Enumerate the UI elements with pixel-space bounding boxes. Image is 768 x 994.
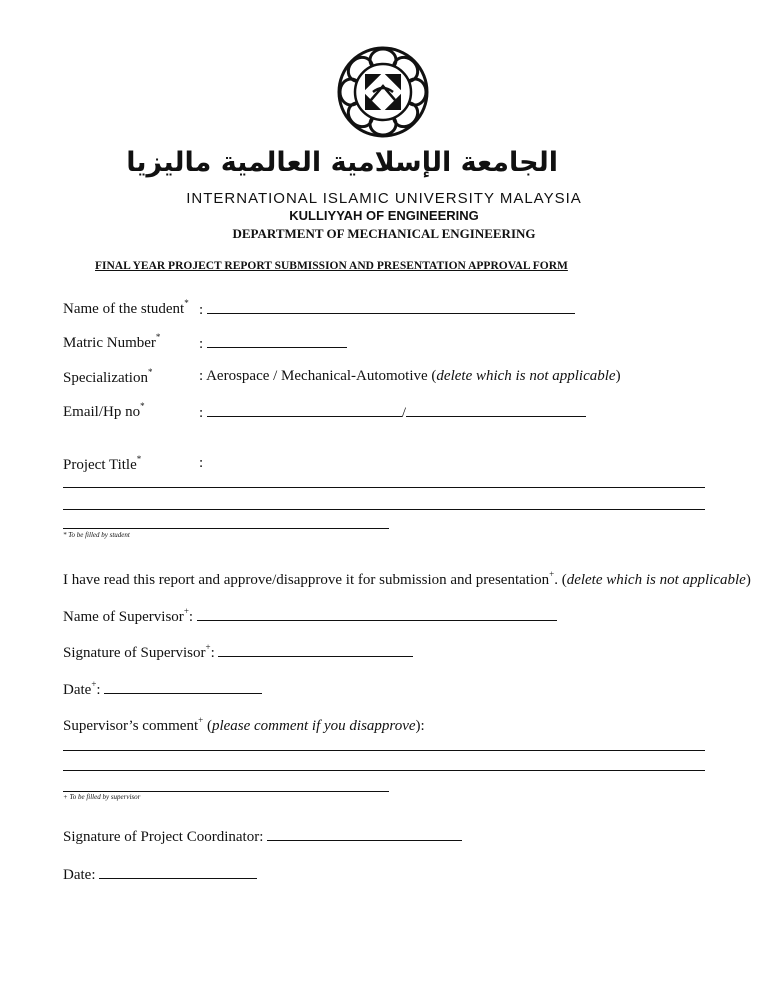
supervisor-signature-field[interactable]: Signature of Supervisor+: xyxy=(63,642,413,662)
email-hp-label: Email/Hp no* xyxy=(63,401,145,420)
coordinator-signature-field[interactable]: Signature of Project Coordinator: xyxy=(63,826,462,846)
matric-number-label: Matric Number* xyxy=(63,332,161,351)
supervisor-comment-label: Supervisor’s comment+ (please comment if you disapprove): xyxy=(63,715,425,734)
supervisor-comment-line-1[interactable] xyxy=(63,750,705,751)
project-title-line-3[interactable] xyxy=(63,528,389,529)
iium-emblem-icon xyxy=(333,42,433,142)
coordinator-date-field[interactable]: Date: xyxy=(63,864,257,884)
supervisor-name-field[interactable]: Name of Supervisor+: xyxy=(63,606,557,626)
project-title-label: Project Title* xyxy=(63,454,142,473)
project-title-line-2[interactable] xyxy=(63,509,705,510)
kulliyyah-name: KULLIYYAH OF ENGINEERING xyxy=(289,208,479,223)
project-title-line-1[interactable] xyxy=(63,487,705,488)
specialization-label: Specialization* xyxy=(63,367,153,386)
specialization-options[interactable]: : Aerospace / Mechanical-Automotive (delete which is not applicable) xyxy=(199,368,621,384)
supervisor-comment-line-2[interactable] xyxy=(63,770,705,771)
student-name-field[interactable]: : xyxy=(199,299,575,319)
supervisor-comment-line-3[interactable] xyxy=(63,791,389,792)
student-footnote: * To be filled by student xyxy=(63,531,130,539)
student-name-label: Name of the student* xyxy=(63,298,189,317)
approval-statement: I have read this report and approve/disapprove it for submission and presentation+. (delete which is not applicable) xyxy=(63,569,751,588)
supervisor-date-field[interactable]: Date+: xyxy=(63,679,262,699)
form-title: FINAL YEAR PROJECT REPORT SUBMISSION AND PRESENTATION APPROVAL FORM xyxy=(95,260,568,272)
project-title-colon: : xyxy=(199,455,204,471)
arabic-university-name: الجامعة الإسلامية العالمية ماليزيا xyxy=(126,147,558,178)
email-hp-field[interactable]: : / xyxy=(199,402,586,422)
supervisor-footnote: + To be filled by supervisor xyxy=(63,793,141,801)
university-name: INTERNATIONAL ISLAMIC UNIVERSITY MALAYSIA xyxy=(186,190,582,207)
department-name: DEPARTMENT OF MECHANICAL ENGINEERING xyxy=(232,226,536,241)
matric-number-field[interactable]: : xyxy=(199,333,347,353)
